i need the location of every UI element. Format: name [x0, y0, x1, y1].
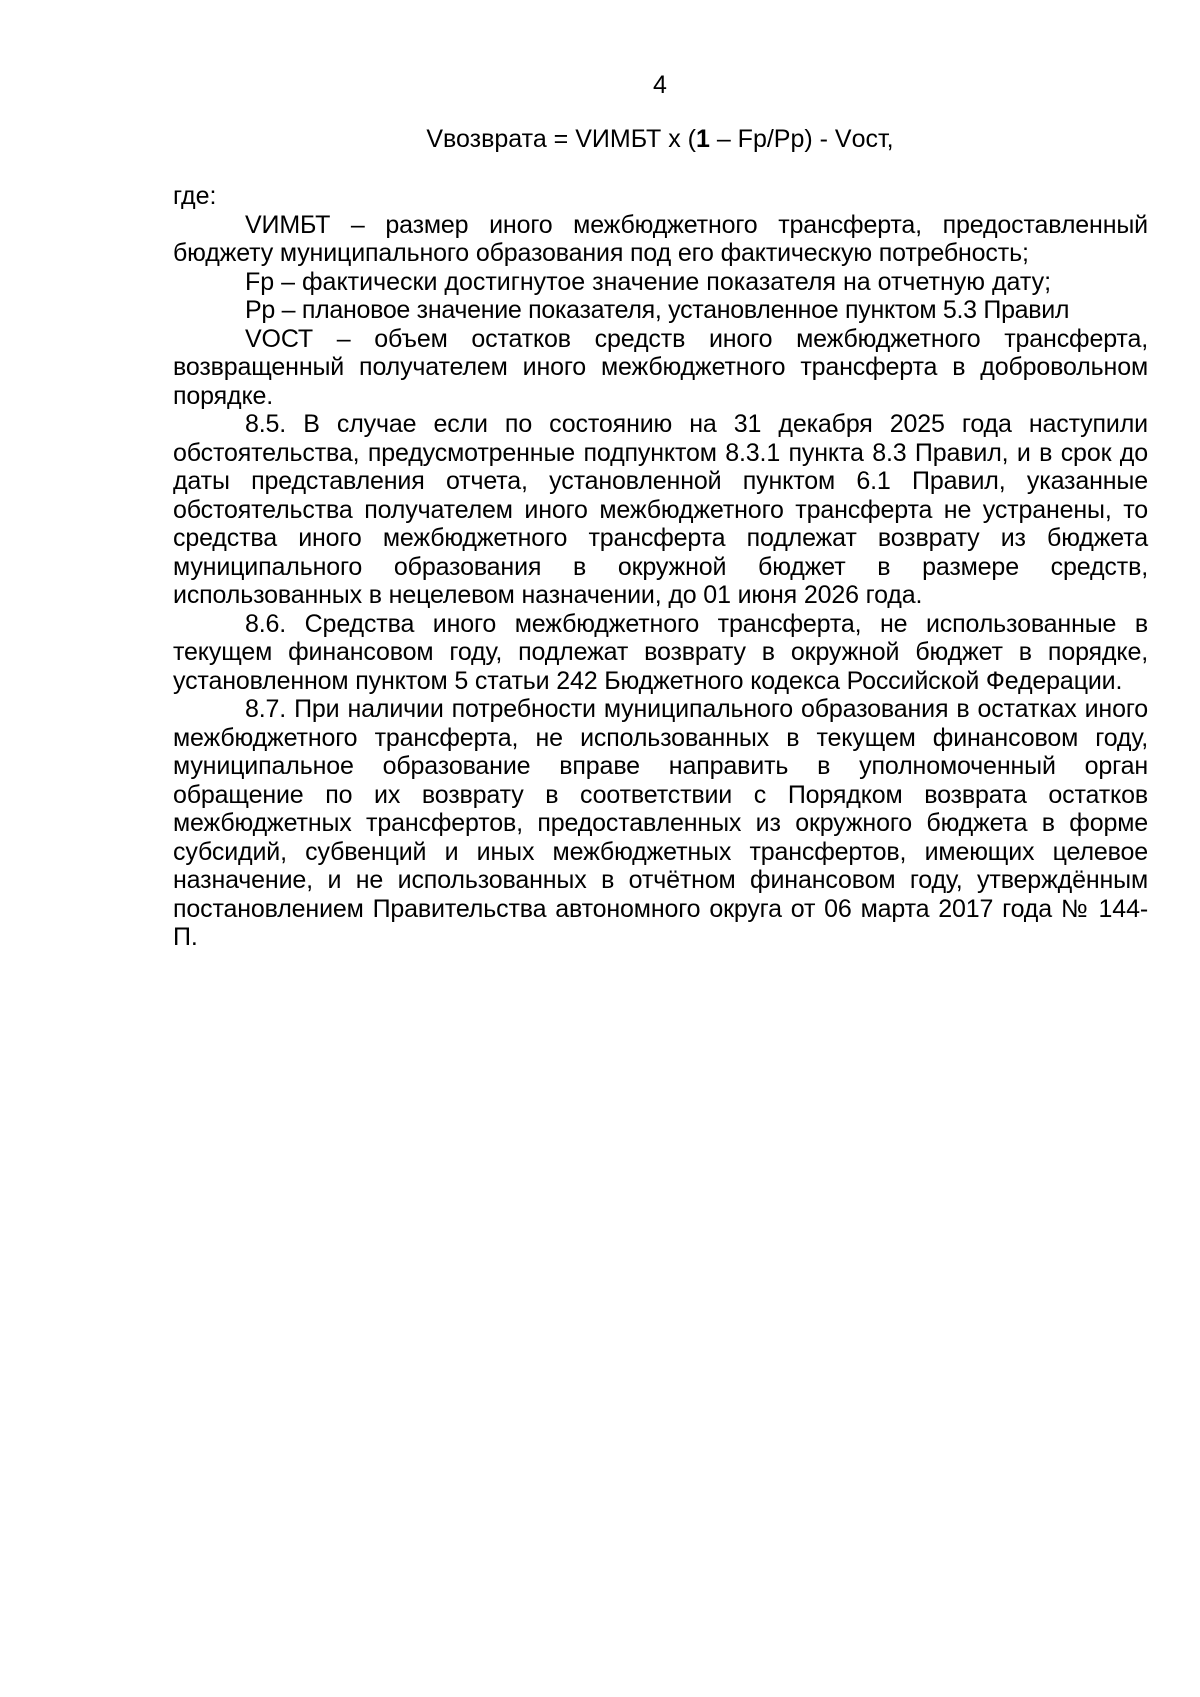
paragraph-8-6: 8.6. Средства иного межбюджетного трансферта, не использованные в текущем финансовом году, подлежат возврату в окружной бюджет в порядке, установленном пунктом 5 статьи 242 Бюджетного кодекса Российской Федерации.	[173, 609, 1148, 695]
paragraph-8-7: 8.7. При наличии потребности муниципального образования в остатках иного межбюджетного трансферта, не использованных в текущем финансовом году, муниципальное образование вправе направить в уполномоченный орган обращение по их возврату в соответствии с Порядком возврата остатков межбюджетных трансфертов, предоставленных из окружного бюджета в форме субсидий, субвенций и иных межбюджетных трансфертов, имеющих целевое назначение, и не использованных в отчётном финансовом году, утверждённым постановлением Правительства автономного округа от 06 марта 2017 года № 144-П.	[173, 695, 1148, 951]
definition-pp: Pp – плановое значение показателя, установленное пунктом 5.3 Правил	[245, 296, 1070, 324]
return-formula	[0, 124, 1200, 154]
paragraph-8-5: 8.5. В случае если по состоянию на 31 декабря 2025 года наступили обстоятельства, предусмотренные подпунктом 8.3.1 пункта 8.3 Правил, и в срок до даты представления отчета, установленной пунктом 6.1 Правил, указанные обстоятельства получателем иного межбюджетного трансферта не устранены, то средства иного межбюджетного трансферта подлежат возврату из бюджета муниципального образования в окружной бюджет в размере средств, использованных в нецелевом назначении, до 01 июня 2026 года.	[173, 410, 1148, 609]
formula-one: 1	[695, 125, 710, 153]
where-label: где:	[173, 182, 217, 210]
formula-left-part: Vвозврата = VИМБТ х (	[426, 125, 696, 153]
page-number: 4	[653, 71, 667, 99]
definition-vost: VОСТ – объем остатков средств иного межбюджетного трансферта, возвращенный получателем иного межбюджетного трансферта в добровольном порядке.	[173, 324, 1148, 410]
document-body	[173, 182, 1148, 952]
formula-right-part: – Fp/Pp) - Vост,	[709, 125, 894, 153]
definition-vimbt: VИМБТ – размер иного межбюджетного трансферта, предоставленный бюджету муниципального образования под его фактическую потребность;	[173, 210, 1148, 267]
definition-fp: Fp – фактически достигнутое значение показателя на отчетную дату;	[245, 267, 1052, 296]
